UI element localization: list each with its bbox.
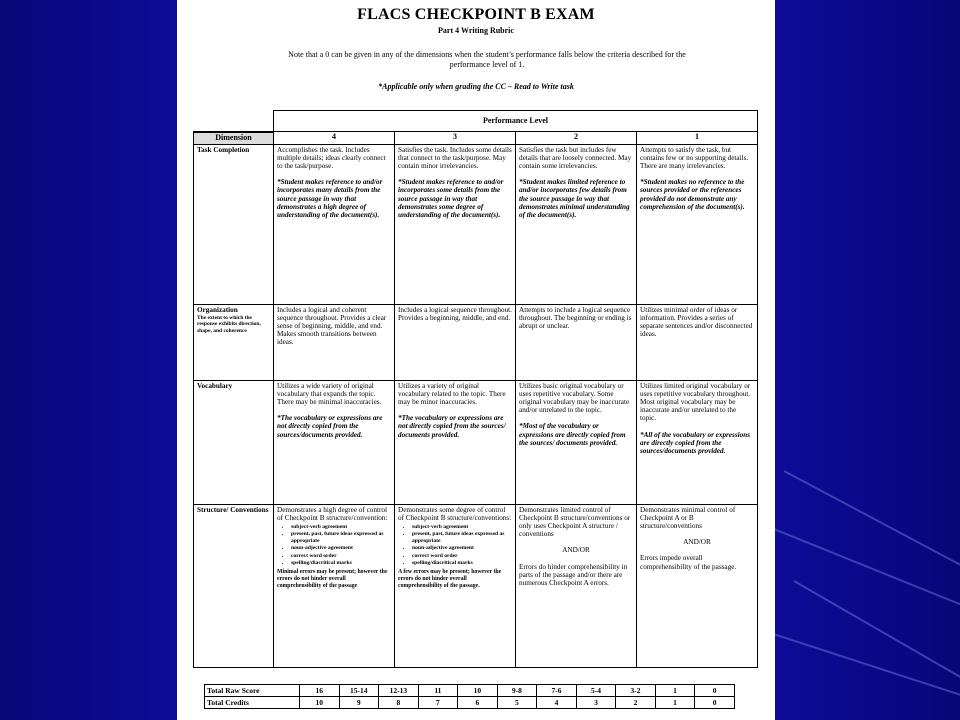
list-item: • spelling/diacritical marks <box>412 560 512 567</box>
cell-note: *Most of the vocabulary or expressions are directly copied from the sources/ documents provided. <box>519 422 626 447</box>
raw-score-cell: 1 <box>655 685 695 697</box>
cell-text: Demonstrates limited control of Checkpoint B structure/conventions or only uses Checkpoint A structure / conventions <box>519 505 631 539</box>
raw-score-cell: 0 <box>695 685 735 697</box>
level-header-3: 3 <box>395 132 516 145</box>
score-conversion-table <box>204 684 735 709</box>
credits-cell: 5 <box>497 697 537 709</box>
cell-task-4 <box>274 144 395 304</box>
cell-text: Satisfies the task. Includes some details that connect to the task/purpose. May contain minor irrelevancies. <box>398 145 512 170</box>
dimension-label: Task Completion <box>197 145 250 154</box>
cell-vocab-2 <box>516 380 637 504</box>
cell-text: Includes a logical and coherent sequence throughout. Provides a clear sense of beginning, middle, and end. Makes smooth transitions between ideas. <box>277 305 387 347</box>
credits-cell: 0 <box>695 697 735 709</box>
background-left <box>0 0 178 720</box>
raw-score-cell: 5-4 <box>576 685 616 697</box>
dimension-label: Structure/ Conventions <box>197 505 269 514</box>
performance-header-row <box>194 111 758 132</box>
cell-vocab-4 <box>274 380 395 504</box>
cell-note: *Student makes limited reference to and/or incorporates few details from the source passage in way that demonstrates minimal understanding of the document(s). <box>519 178 630 219</box>
cell-text: Demonstrates minimal control of Checkpoint A or B structure/conventions <box>640 505 736 530</box>
list-item: • spelling/diacritical marks <box>291 560 391 567</box>
list-item: • noun-adjective agreement <box>291 545 391 552</box>
cell-text: Utilizes a variety of original vocabulary related to the topic. There may be minor inaccuracies. <box>398 381 506 406</box>
raw-score-cell: 7-6 <box>537 685 577 697</box>
dimension-vocabulary <box>194 380 274 504</box>
cell-text: Includes a logical sequence throughout. Provides a beginning, middle, and end. <box>398 305 512 322</box>
background-right <box>774 0 960 720</box>
cell-text: Attempts to satisfy the task, but contains few or no supporting details. There are many irrelevancies. <box>640 145 749 170</box>
row-vocabulary <box>194 380 758 504</box>
cell-text: Attempts to include a logical sequence throughout. The beginning or ending is abrupt or unclear. <box>519 305 632 330</box>
raw-score-cell: 12-13 <box>379 685 419 697</box>
cell-note: *Student makes no reference to the sources provided or the references provided do not demonstrate any comprehension of the document(s). <box>640 178 745 211</box>
cell-note: *Student makes reference to and/or incorporates many details from the source passage in way that demonstrates a high degree of understanding of the document(s). <box>277 178 383 219</box>
dimension-organization <box>194 304 274 380</box>
cell-note: *The vocabulary or expressions are not directly copied from the sources/ documents provided. <box>398 414 506 439</box>
list-item: • present, past, future ideas expressed as appropriate <box>412 531 512 544</box>
rubric-page <box>177 0 775 720</box>
raw-score-cell: 16 <box>300 685 340 697</box>
convention-list <box>277 524 391 567</box>
convention-list <box>398 524 512 567</box>
credits-cell: 8 <box>379 697 419 709</box>
row-structure-conventions <box>194 504 758 668</box>
credits-cell: 2 <box>616 697 656 709</box>
level-header-2: 2 <box>516 132 637 145</box>
cell-task-1 <box>637 144 758 304</box>
dimension-label: Vocabulary <box>197 381 233 390</box>
cell-note: *Student makes reference to and/or incorporates some details from the source passage in way that demonstrates some degree of understanding of the document(s). <box>398 178 504 219</box>
raw-score-cell: 9-8 <box>497 685 537 697</box>
cell-text: Demonstrates a high degree of control of Checkpoint B structure/convention: <box>277 505 388 522</box>
credits-cell: 1 <box>655 697 695 709</box>
credits-cell: 6 <box>458 697 498 709</box>
cell-text: Utilizes basic original vocabulary or uses repetitive vocabulary. Some original vocabulary may be inaccurate and/or unrelated to the topic. <box>519 381 630 415</box>
credits-cell: 9 <box>339 697 379 709</box>
cell-after: Errors do hinder comprehensibility in parts of the passage and/or there are numerous Checkpoint A errors. <box>519 562 628 587</box>
list-item: • subject-verb agreement <box>291 524 391 531</box>
dimension-header: Dimension <box>194 132 274 145</box>
empty-corner <box>194 111 274 132</box>
level-header-1: 1 <box>637 132 758 145</box>
list-item: • correct word order <box>412 553 512 560</box>
and-or-label: AND/OR <box>562 546 590 555</box>
cell-after: Minimal errors may be present; however the errors do not hinder overall comprehensibility of the passage <box>277 568 388 589</box>
cell-text: Utilizes a wide variety of original vocabulary that expands the topic. There may be minimal inaccuracies. <box>277 381 382 406</box>
credits-cell: 4 <box>537 697 577 709</box>
cell-org-2 <box>516 304 637 380</box>
page-title: FLACS CHECKPOINT B EXAM <box>357 6 595 23</box>
cell-text: Demonstrates some degree of control of Checkpoint B structure/conventions: <box>398 505 512 522</box>
cell-after: Errors impede overall comprehensibility of the passage. <box>640 554 737 571</box>
rubric-table <box>193 110 758 668</box>
credits-cell: 3 <box>576 697 616 709</box>
performance-level-header: Performance Level <box>274 111 758 132</box>
cell-note: *All of the vocabulary or expressions are directly copied from the sources/documents provided. <box>640 430 751 455</box>
list-item: • present, past, future ideas expressed as appropriate <box>291 531 391 544</box>
cell-struct-1 <box>637 504 758 668</box>
credits-cell: 10 <box>300 697 340 709</box>
credits-cell: 7 <box>418 697 458 709</box>
cell-after: A few errors may be present; however the errors do not hinder overall comprehensibility of the passage. <box>398 568 502 589</box>
cell-task-2 <box>516 144 637 304</box>
cell-vocab-3 <box>395 380 516 504</box>
cell-text: Utilizes limited original vocabulary or uses repetitive vocabulary throughout. Most original vocabulary may be inaccurate and/or unrelated to the topic. <box>640 381 751 423</box>
dimension-task-completion <box>194 144 274 304</box>
zero-score-note: Note that a 0 can be given in any of the dimensions when the student’s performance falls below the criteria described for the performance level of 1. <box>288 50 686 69</box>
cell-text: Satisfies the task but includes few details that are loosely connected. May contain some irrelevancies. <box>519 145 632 170</box>
row-organization <box>194 304 758 380</box>
cell-task-3 <box>395 144 516 304</box>
list-item: • subject-verb agreement <box>412 524 512 531</box>
cell-org-1 <box>637 304 758 380</box>
cell-text: Accomplishes the task. Includes multiple details; ideas clearly connect to the task/purpose. <box>277 145 386 170</box>
page-subtitle: Part 4 Writing Rubric <box>438 26 514 35</box>
list-item: • noun-adjective agreement <box>412 545 512 552</box>
cell-org-4 <box>274 304 395 380</box>
cell-text: Utilizes minimal order of ideas or information. Provides a series of separate sentences and/or disconnected ideas. <box>640 305 753 339</box>
raw-score-label: Total Raw Score <box>205 685 300 697</box>
dimension-label: Organization <box>197 305 238 314</box>
list-item: • correct word order <box>291 553 391 560</box>
raw-score-cell: 10 <box>458 685 498 697</box>
dimension-structure <box>194 504 274 668</box>
raw-score-cell: 15-14 <box>339 685 379 697</box>
credits-row <box>205 697 735 709</box>
raw-score-cell: 3-2 <box>616 685 656 697</box>
credits-label: Total Credits <box>205 697 300 709</box>
cell-vocab-1 <box>637 380 758 504</box>
cell-note: *The vocabulary or expressions are not directly copied from the sources/documents provided. <box>277 414 383 439</box>
dimension-subtitle: The extent to which the response exhibits direction, shape, and coherence <box>197 314 261 334</box>
and-or-label: AND/OR <box>683 538 711 547</box>
level-header-4: 4 <box>274 132 395 145</box>
level-header-row <box>194 132 758 145</box>
row-task-completion <box>194 144 758 304</box>
cell-org-3 <box>395 304 516 380</box>
cell-struct-4 <box>274 504 395 668</box>
cell-struct-3 <box>395 504 516 668</box>
raw-score-row <box>205 685 735 697</box>
cell-struct-2 <box>516 504 637 668</box>
applicable-note: *Applicable only when grading the CC – Read to Write task <box>378 82 574 91</box>
raw-score-cell: 11 <box>418 685 458 697</box>
